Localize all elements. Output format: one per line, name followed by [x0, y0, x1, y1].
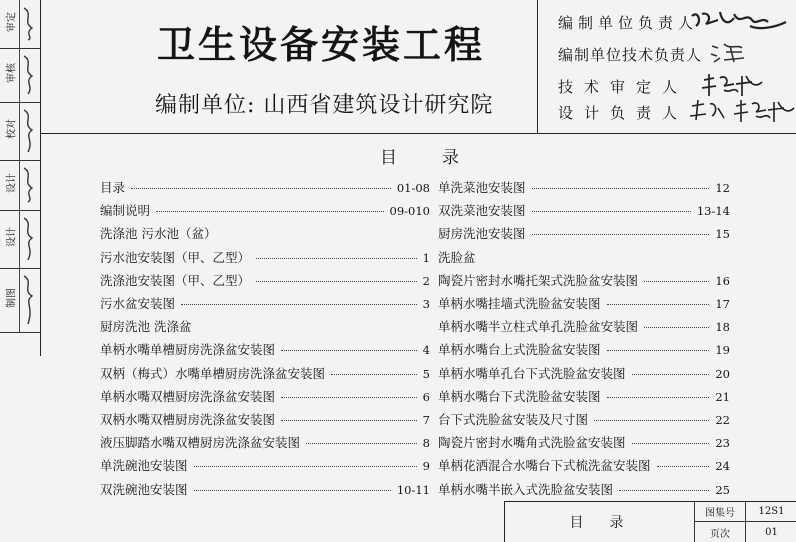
header-divider: [40, 133, 796, 134]
toc-entry-title: 污水池安装图（甲、乙型）: [100, 249, 251, 265]
toc-page-number: 01-08: [396, 181, 430, 195]
toc-leader-dots: [194, 490, 391, 491]
toc-entry-title: 厨房洗池安装图: [438, 226, 526, 242]
responsible-label: 设计负责人: [558, 104, 689, 122]
toc-entry: [438, 317, 730, 337]
toc-leader-dots: [156, 211, 384, 212]
approval-cell: [0, 102, 40, 161]
toc-entry-title: 目录: [100, 180, 126, 195]
toc-entry-title: 洗脸盆: [438, 249, 476, 265]
toc-page-number: 09-010: [389, 204, 430, 219]
toc-leader-dots: [632, 443, 710, 444]
responsible-row: [558, 102, 689, 123]
toc-entry-title: 单柄水嘴半嵌入式洗脸盆安装图: [438, 481, 614, 497]
toc-page-number: 23: [715, 436, 730, 451]
toc-entry-title: 双洗碗池安装图: [100, 481, 188, 497]
toc-entry-title: 陶瓷片密封水嘴托架式洗脸盆安装图: [438, 272, 639, 288]
toc-entry: [438, 433, 730, 453]
toc-page-number: 19: [715, 343, 730, 358]
toc-entry: [438, 480, 730, 500]
toc-leader-dots: [256, 281, 417, 282]
toc-entry: [100, 456, 430, 476]
toc-entry: [438, 224, 730, 244]
toc-entry-title: 单洗碗池安装图: [100, 458, 188, 474]
toc-page-number: 13-14: [696, 204, 730, 219]
signature: [688, 8, 796, 38]
toc-page-number: 3: [422, 297, 430, 311]
toc-page-number: 6: [422, 389, 430, 404]
compiling-unit-name: 山西省建筑设计研究院: [263, 93, 494, 118]
toc-page-number: 17: [715, 297, 730, 311]
compiling-unit: [155, 88, 493, 119]
toc-leader-dots: [632, 374, 710, 375]
toc-entry: [438, 178, 730, 198]
toc-entry: [100, 248, 430, 268]
toc-entry-title: 单柄水嘴单槽厨房洗涤盆安装图: [100, 342, 276, 358]
approval-cell: [0, 268, 40, 333]
toc-page-number: 21: [715, 389, 730, 404]
toc-section-heading: [438, 248, 730, 268]
approval-role-label: 校对: [6, 119, 18, 139]
toc-page-number: 8: [422, 436, 430, 451]
toc-page-number: 7: [422, 413, 430, 427]
toc-page-number: 16: [715, 273, 730, 288]
approval-signature: [20, 106, 38, 156]
toc-leader-dots: [194, 466, 417, 467]
toc-entry: [438, 271, 730, 291]
toc-leader-dots: [644, 281, 709, 282]
approval-signature: [20, 214, 38, 264]
approval-signature: [20, 272, 38, 328]
sheet-title: 目录: [505, 502, 695, 542]
toc-page-number: 10-11: [396, 482, 430, 497]
toc-page-number: 5: [422, 366, 430, 381]
toc-entry: [438, 201, 730, 221]
toc-page-number: 12: [715, 181, 730, 195]
toc-entry: [438, 294, 730, 314]
toc-entry: [100, 480, 430, 500]
toc-entry: [438, 387, 730, 407]
toc-entry-title: 单洗菜池安装图: [438, 180, 526, 195]
toc-entry: [100, 364, 430, 384]
toc-leader-dots: [607, 397, 710, 398]
responsible-row: [558, 44, 703, 65]
toc-entry-title: 双洗菜池安装图: [438, 203, 526, 219]
toc-heading: 目录: [380, 148, 504, 168]
toc-leader-dots: [607, 304, 710, 305]
atlas-number: 12S1: [746, 502, 796, 522]
atlas-number-label: 图集号: [695, 502, 746, 522]
toc-entry-title: 污水盆安装图: [100, 296, 176, 311]
toc-entry: [100, 433, 430, 453]
page-title: 卫生设备安装工程: [157, 23, 486, 67]
approval-role-label: 设计: [6, 173, 18, 193]
toc-entry: [438, 364, 730, 384]
toc-leader-dots: [532, 234, 710, 235]
toc-leader-dots: [594, 420, 709, 421]
toc-entry: [438, 456, 730, 476]
toc-leader-dots: [331, 374, 417, 375]
title-block: [504, 501, 796, 542]
toc-entry-title: 单柄花洒混合水嘴台下式梳洗盆安装图: [438, 458, 651, 474]
approval-cell: [0, 0, 40, 49]
approval-cell: [0, 160, 40, 211]
toc-page-number: 24: [715, 459, 730, 474]
responsible-row: [558, 12, 699, 33]
approval-signature: [20, 52, 38, 98]
toc-entry: [438, 410, 730, 430]
toc-leader-dots: [644, 327, 709, 328]
toc-entry-title: 洗涤池 污水池（盆）: [100, 226, 217, 242]
toc-entry: [438, 340, 730, 360]
toc-entry-title: 单柄水嘴半立柱式单孔洗脸盆安装图: [438, 319, 639, 335]
toc-leader-dots: [256, 258, 417, 259]
toc-page-number: 4: [422, 343, 430, 358]
toc-entry-title: 单柄水嘴双槽厨房洗涤盆安装图: [100, 388, 276, 404]
toc-leader-dots: [607, 350, 710, 351]
toc-leader-dots: [131, 188, 391, 189]
approval-strip: [0, 0, 41, 356]
toc-entry-title: 单柄水嘴台下式洗脸盆安装图: [438, 388, 601, 404]
toc-page-number: 9: [422, 459, 430, 474]
responsible-label: 编制单位技术负责人: [558, 46, 703, 64]
toc-page-number: 2: [422, 273, 430, 288]
toc-entry-title: 台下式洗脸盆安装及尺寸图: [438, 412, 589, 427]
toc-leader-dots: [306, 443, 417, 444]
page-number-label: 页次: [695, 522, 746, 542]
responsibility-block: [537, 0, 796, 133]
toc-section-heading: [100, 224, 430, 244]
approval-role-label: 审核: [6, 63, 18, 83]
toc-entry: [100, 410, 430, 430]
approval-role-label: 制图: [6, 288, 18, 308]
toc-leader-dots: [281, 397, 417, 398]
toc-page-number: 15: [715, 227, 730, 242]
toc-entry: [100, 271, 430, 291]
approval-cell: [0, 210, 40, 269]
toc-page-number: 1: [422, 250, 430, 265]
compiling-unit-label: 编制单位:: [155, 93, 256, 118]
responsible-label: 编制单位负责人: [558, 14, 699, 32]
toc-leader-dots: [532, 188, 710, 189]
toc-leader-dots: [619, 490, 709, 491]
approval-signature: [20, 4, 38, 44]
toc-page-number: 25: [715, 482, 730, 497]
toc-entry: [100, 294, 430, 314]
toc-entry-title: 单柄水嘴单孔台下式洗脸盆安装图: [438, 365, 626, 381]
toc-leader-dots: [532, 211, 691, 212]
toc-entry: [100, 178, 430, 198]
toc-entry-title: 厨房洗池 洗涤盆: [100, 319, 192, 335]
signature: [708, 40, 748, 68]
responsible-row: [558, 76, 689, 97]
signature: [688, 98, 796, 128]
toc-leader-dots: [657, 466, 710, 467]
toc-entry-title: 洗涤池安装图（甲、乙型）: [100, 272, 251, 288]
toc-entry-title: 液压脚踏水嘴双槽厨房洗涤盆安装图: [100, 435, 301, 451]
toc-page-number: 18: [715, 320, 730, 335]
responsible-label: 技术审定人: [558, 78, 689, 96]
toc-entry: [100, 340, 430, 360]
toc-page-number: 20: [715, 366, 730, 381]
toc-entry: [100, 201, 430, 221]
approval-role-label: 审定: [6, 12, 18, 32]
toc-entry: [100, 387, 430, 407]
toc-leader-dots: [181, 304, 417, 305]
toc-entry-title: 编制说明: [100, 203, 151, 219]
toc-entry-title: 双柄（梅式）水嘴单槽厨房洗涤盆安装图: [100, 365, 326, 381]
toc-entry-title: 陶瓷片密封水嘴角式洗脸盆安装图: [438, 435, 626, 451]
toc-entry-title: 单柄水嘴挂墙式洗脸盆安装图: [438, 296, 601, 311]
toc-entry-title: 双柄水嘴双槽厨房洗涤盆安装图: [100, 412, 276, 427]
approval-cell: [0, 48, 40, 103]
toc-page-number: 22: [715, 413, 730, 427]
page-number: 01: [765, 526, 778, 538]
toc-section-heading: [100, 317, 430, 337]
approval-role-label: 设计: [6, 227, 18, 247]
toc-leader-dots: [281, 420, 417, 421]
toc-leader-dots: [281, 350, 417, 351]
toc-entry-title: 单柄水嘴台上式洗脸盆安装图: [438, 342, 601, 358]
approval-signature: [20, 164, 38, 206]
